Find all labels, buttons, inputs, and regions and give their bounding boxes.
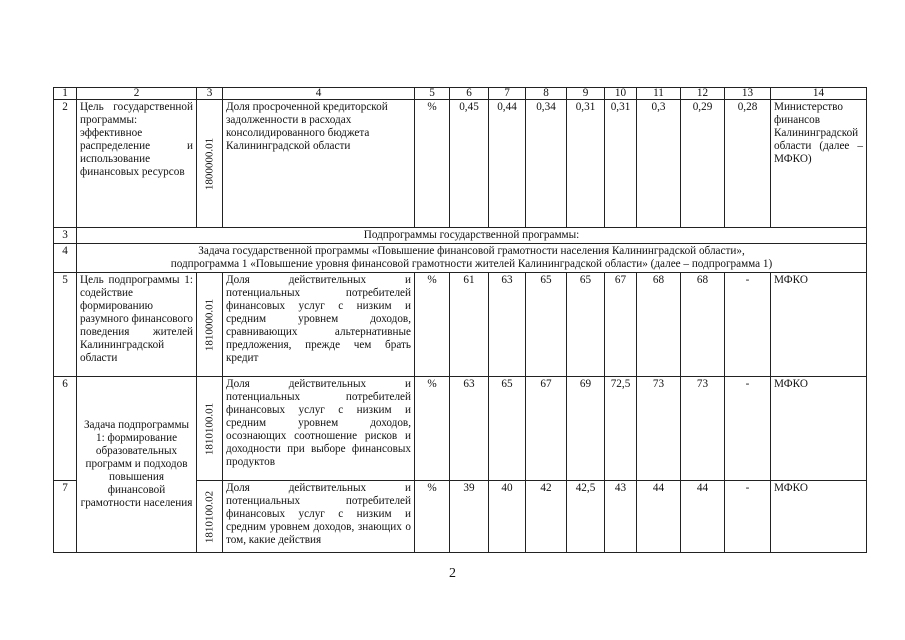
- value-cell: 0,28: [725, 100, 771, 228]
- row-number: 6: [54, 377, 77, 481]
- row-number: 5: [54, 273, 77, 377]
- value-cell: 73: [637, 377, 681, 481]
- value-cell: 69: [567, 377, 605, 481]
- value-cell: 42: [526, 481, 567, 553]
- row-number: 7: [54, 481, 77, 553]
- indicator-cell: Доля действительных и потенциальных потребителей финансовых услуг с низким и средним уровнем доходов, сравнивающих альтернативные предложения, прежде чем брать кредит: [223, 273, 415, 377]
- value-cell: 40: [489, 481, 526, 553]
- header-cell: 5: [415, 88, 450, 100]
- value-cell: 43: [605, 481, 637, 553]
- header-cell: 10: [605, 88, 637, 100]
- unit-cell: %: [415, 273, 450, 377]
- header-cell: 9: [567, 88, 605, 100]
- unit-cell: %: [415, 100, 450, 228]
- value-cell: 0,3: [637, 100, 681, 228]
- code-text: 1810100.02: [203, 490, 215, 543]
- header-cell: 8: [526, 88, 567, 100]
- task-cell: Задача подпрограммы 1: формирование образовательных программ и подходов повышения финансовой грамотности населения: [77, 377, 197, 553]
- value-cell: 68: [681, 273, 725, 377]
- indicator-cell: Доля действительных и потенциальных потребителей финансовых услуг с низким и средним уровнем доходов, знающих о том, какие действия: [223, 481, 415, 553]
- table-row: [54, 377, 867, 481]
- goal-cell: Цель подпрограммы 1: содействие формированию разумного финансового поведения жителей Калининградской области: [77, 273, 197, 377]
- value-cell: 0,34: [526, 100, 567, 228]
- value-cell: 44: [681, 481, 725, 553]
- header-cell: 12: [681, 88, 725, 100]
- header-cell: 3: [197, 88, 223, 100]
- header-row: [54, 88, 867, 100]
- table-row: [54, 228, 867, 244]
- row-number: 2: [54, 100, 77, 228]
- responsible-cell: МФКО: [771, 481, 867, 553]
- value-cell: 0,31: [605, 100, 637, 228]
- value-cell: 0,44: [489, 100, 526, 228]
- code-cell: [197, 377, 223, 481]
- value-cell: 67: [526, 377, 567, 481]
- header-cell: 11: [637, 88, 681, 100]
- code-cell: [197, 481, 223, 553]
- value-cell: 44: [637, 481, 681, 553]
- subprogram-line-1: Задача государственной программы «Повышение финансовой грамотности населения Калининградской области»,: [198, 245, 745, 257]
- value-cell: -: [725, 273, 771, 377]
- header-cell: 2: [77, 88, 197, 100]
- goal-cell: Цель государственной программы: эффективное распределение и использование финансовых ресурсов: [77, 100, 197, 228]
- unit-cell: %: [415, 481, 450, 553]
- section-heading: Подпрограммы государственной программы:: [77, 228, 867, 244]
- value-cell: 65: [567, 273, 605, 377]
- row-number: 4: [54, 244, 77, 273]
- code-text: 1810000.01: [203, 298, 215, 351]
- table-row: [54, 100, 867, 228]
- indicator-cell: Доля действительных и потенциальных потребителей финансовых услуг с низким и средним уровнем доходов, осознающих соотношение рисков и доходности при выборе финансовых продуктов: [223, 377, 415, 481]
- value-cell: 73: [681, 377, 725, 481]
- value-cell: 0,45: [450, 100, 489, 228]
- value-cell: 42,5: [567, 481, 605, 553]
- table-row: [54, 273, 867, 377]
- value-cell: 39: [450, 481, 489, 553]
- value-cell: -: [725, 481, 771, 553]
- value-cell: 72,5: [605, 377, 637, 481]
- unit-cell: %: [415, 377, 450, 481]
- value-cell: -: [725, 377, 771, 481]
- value-cell: 68: [637, 273, 681, 377]
- header-cell: 14: [771, 88, 867, 100]
- responsible-cell: Министерство финансов Калининградской области (далее – МФКО): [771, 100, 867, 228]
- value-cell: 65: [526, 273, 567, 377]
- header-cell: 4: [223, 88, 415, 100]
- value-cell: 67: [605, 273, 637, 377]
- value-cell: 65: [489, 377, 526, 481]
- page-number: 2: [449, 566, 456, 581]
- value-cell: 63: [450, 377, 489, 481]
- header-cell: 7: [489, 88, 526, 100]
- code-cell: [197, 100, 223, 228]
- indicator-cell: Доля просроченной кредиторской задолженности в расходах консолидированного бюджета Калининградской области: [223, 100, 415, 228]
- code-cell: [197, 273, 223, 377]
- header-cell: 13: [725, 88, 771, 100]
- subprogram-line-2: подпрограмма 1 «Повышение уровня финансовой грамотности жителей Калининградской области» (далее – подпрограмма 1): [170, 258, 773, 270]
- responsible-cell: МФКО: [771, 273, 867, 377]
- header-cell: 1: [54, 88, 77, 100]
- value-cell: 61: [450, 273, 489, 377]
- value-cell: 0,31: [567, 100, 605, 228]
- header-cell: 6: [450, 88, 489, 100]
- code-text: 1800000.01: [203, 137, 215, 190]
- code-text: 1810100.01: [203, 402, 215, 455]
- row-number: 3: [54, 228, 77, 244]
- subprogram-heading: [77, 244, 867, 273]
- value-cell: 63: [489, 273, 526, 377]
- indicators-table: [53, 87, 867, 553]
- responsible-cell: МФКО: [771, 377, 867, 481]
- value-cell: 0,29: [681, 100, 725, 228]
- table-row: [54, 244, 867, 273]
